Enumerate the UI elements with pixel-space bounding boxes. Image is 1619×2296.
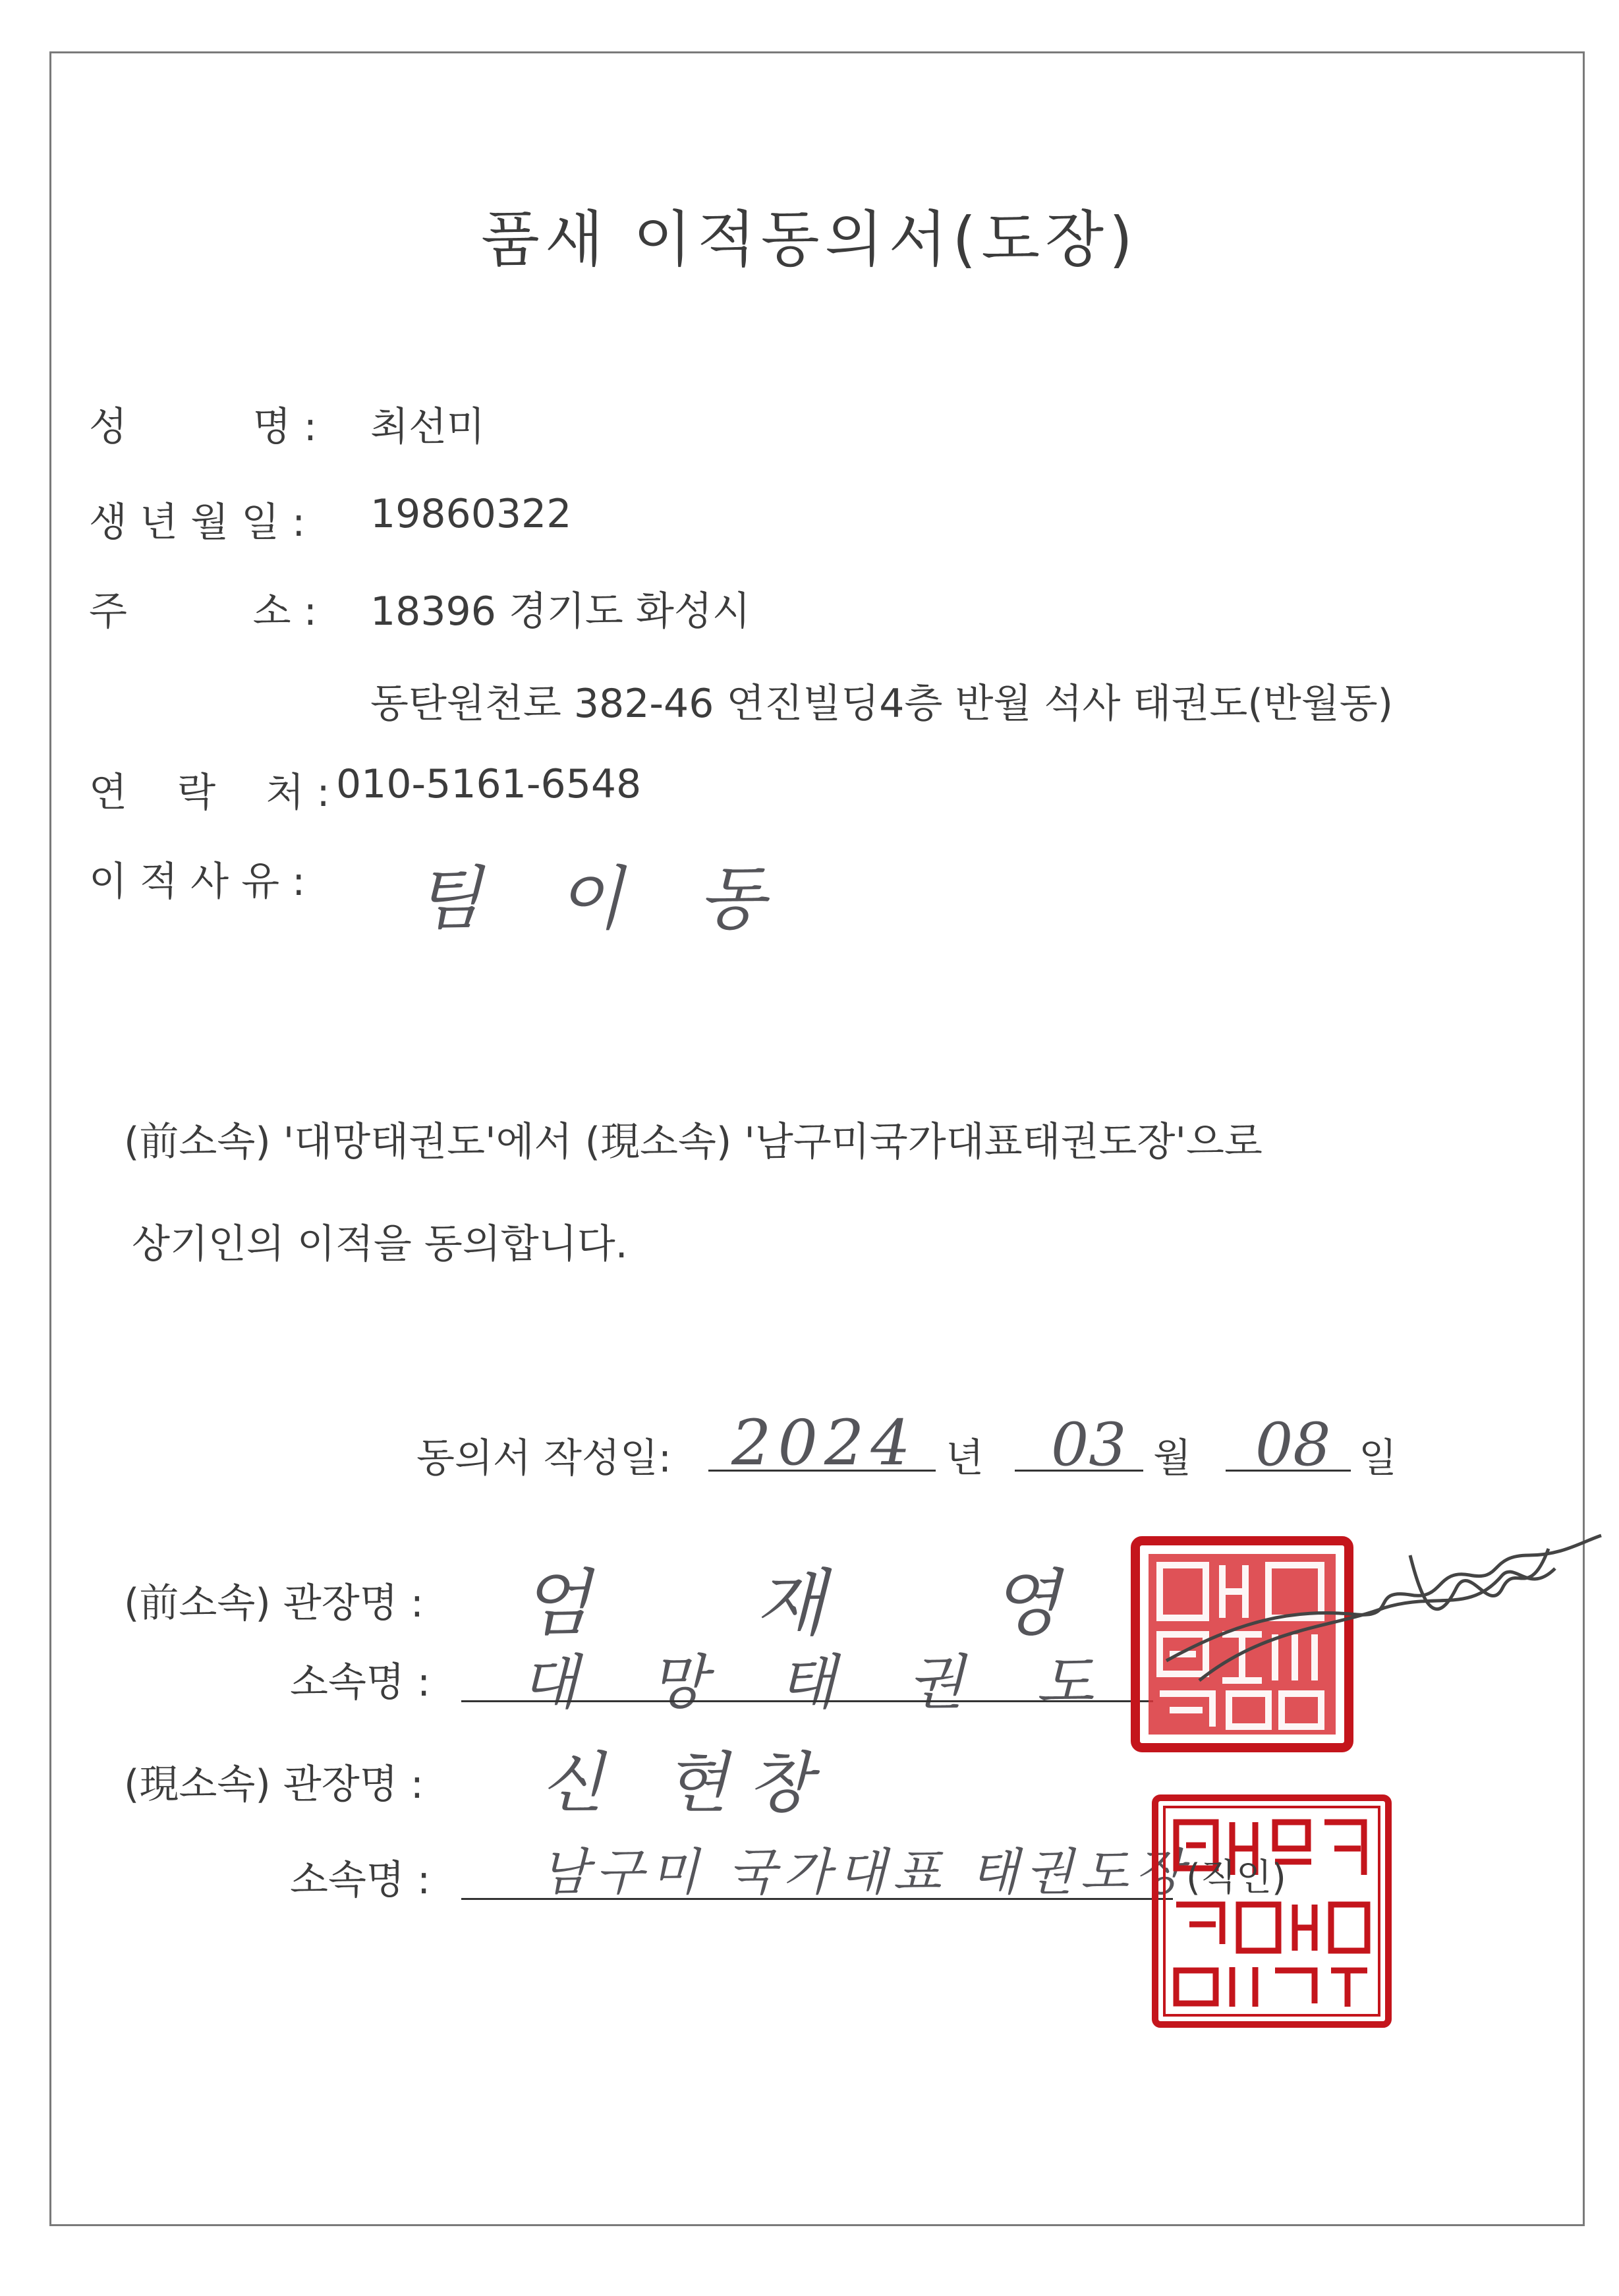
- curr-org-underline: [461, 1898, 1173, 1900]
- month-underline: [1015, 1470, 1143, 1472]
- contact-value: 010-5161-6548: [336, 761, 642, 807]
- reason-label: 이 적 사 유 :: [89, 859, 306, 905]
- date-day: 08: [1255, 1410, 1331, 1479]
- current-seal-stamp: [1150, 1793, 1394, 2030]
- address-line1: 18396 경기도 화성시: [370, 588, 751, 635]
- curr-org-label: 소속명 :: [290, 1857, 431, 1903]
- name-label: 성 명 :: [89, 404, 317, 450]
- date-month-unit: 월: [1153, 1435, 1191, 1481]
- prev-org-label: 소속명 :: [290, 1659, 431, 1706]
- official-seal-note: (직인): [1186, 1856, 1286, 1899]
- prev-director-label: (前소속) 관장명 :: [124, 1580, 424, 1626]
- curr-director-label: (現소속) 관장명 :: [124, 1762, 424, 1808]
- prev-org-underline: [461, 1700, 1153, 1702]
- previous-signature-scribble: [1160, 1529, 1608, 1700]
- birth-label: 생 년 월 일 :: [89, 500, 306, 546]
- date-month: 03: [1051, 1410, 1127, 1479]
- date-day-unit: 일: [1359, 1435, 1397, 1481]
- curr-org-handwritten: 남구미 국가대표 태권도장: [540, 1843, 1190, 1901]
- date-year: 2024: [731, 1407, 917, 1479]
- prev-org-handwritten: 대 망 태 권 도: [521, 1648, 1120, 1717]
- document-title: 품새 이적동의서(도장): [481, 204, 1138, 275]
- address-label: 주 소 :: [89, 588, 317, 635]
- birth-value: 19860322: [370, 491, 572, 537]
- date-label: 동의서 작성일:: [416, 1435, 672, 1481]
- curr-director-handwritten: 신 현창: [540, 1744, 832, 1822]
- prev-director-handwritten: 엄 재 영: [521, 1561, 1100, 1646]
- statement-line2: 상기인의 이적을 동의합니다.: [132, 1221, 628, 1267]
- contact-label: 연 락 처 :: [89, 770, 330, 816]
- year-underline: [708, 1470, 936, 1472]
- address-line2: 동탄원천로 382-46 연진빌딩4층 반월 석사 태권도(반월동): [370, 681, 1394, 727]
- statement-line1: (前소속) '대망태권도'에서 (現소속) '남구미국가대표태권도장'으로: [124, 1119, 1263, 1165]
- day-underline: [1226, 1470, 1351, 1472]
- reason-handwritten: 팀 이 동: [415, 859, 792, 939]
- date-year-unit: 년: [946, 1435, 984, 1481]
- name-value: 최선미: [370, 404, 485, 450]
